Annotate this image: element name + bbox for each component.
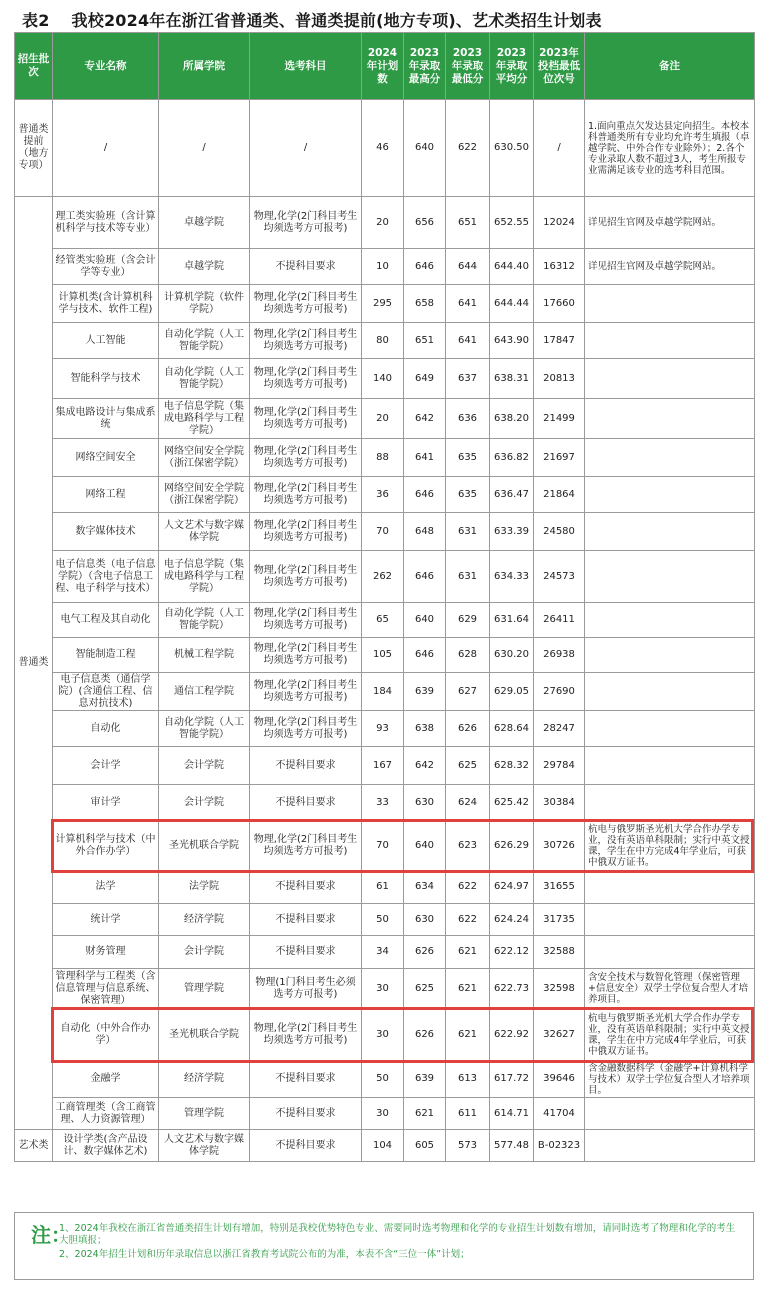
- plan-count-cell: 105: [362, 638, 404, 673]
- table-row: [15, 603, 755, 638]
- max-score-cell: 648: [404, 513, 446, 551]
- avg-score-cell: 638.20: [490, 399, 534, 439]
- college-cell: 管理学院: [159, 969, 250, 1009]
- major-cell: 理工类实验班（含计算机科学与技术等专业）: [53, 197, 159, 249]
- avg-score-cell: 643.90: [490, 323, 534, 359]
- plan-count-cell: 10: [362, 249, 404, 285]
- major-cell: 智能制造工程: [53, 638, 159, 673]
- college-cell: 人文艺术与数字媒体学院: [159, 513, 250, 551]
- major-cell: /: [53, 100, 159, 197]
- min-rank-cell: 21864: [534, 477, 585, 513]
- avg-score-cell: 636.47: [490, 477, 534, 513]
- plan-count-cell: 30: [362, 969, 404, 1009]
- plan-count-cell: 36: [362, 477, 404, 513]
- table-row: [15, 638, 755, 673]
- max-score-cell: 621: [404, 1098, 446, 1130]
- subject-cell: 物理,化学(2门科目考生均须选考方可报考): [250, 359, 362, 399]
- max-score-cell: 626: [404, 1009, 446, 1061]
- subject-cell: 不提科目要求: [250, 1061, 362, 1098]
- header-cell: 2023年录取平均分: [490, 33, 534, 100]
- min-score-cell: 611: [446, 1098, 490, 1130]
- max-score-cell: 649: [404, 359, 446, 399]
- note-cell: 杭电与俄罗斯圣光机大学合作办学专业，没有英语单科限制；实行中英文授课，学生在中方完成4年学业后，可获中俄双方证书。: [585, 821, 755, 871]
- min-rank-cell: 30384: [534, 785, 585, 821]
- subject-cell: 不提科目要求: [250, 904, 362, 936]
- avg-score-cell: 630.50: [490, 100, 534, 197]
- major-cell: 自动化: [53, 711, 159, 747]
- header-cell: 2024年计划数: [362, 33, 404, 100]
- note-cell: 1.面向重点欠发达县定向招生。本校本科普通类所有专业均允许考生填报（卓越学院、中外合作专业除外）；2.各个专业录取人数不超过3人，考生所报专业需满足该专业的选考科目范围。: [585, 100, 755, 197]
- max-score-cell: 651: [404, 323, 446, 359]
- table-row: [15, 100, 755, 197]
- college-cell: /: [159, 100, 250, 197]
- min-score-cell: 621: [446, 969, 490, 1009]
- table-row: [15, 197, 755, 249]
- enrollment-plan-table: [14, 32, 755, 1162]
- major-cell: 审计学: [53, 785, 159, 821]
- min-score-cell: 641: [446, 323, 490, 359]
- avg-score-cell: 630.20: [490, 638, 534, 673]
- major-cell: 网络空间安全: [53, 439, 159, 477]
- note-cell: [585, 936, 755, 969]
- header-cell: 所属学院: [159, 33, 250, 100]
- plan-count-cell: 50: [362, 904, 404, 936]
- major-cell: 电子信息类（电子信息学院）（含电子信息工程、电子科学与技术）: [53, 551, 159, 603]
- college-cell: 卓越学院: [159, 249, 250, 285]
- note-cell: [585, 1098, 755, 1130]
- max-score-cell: 658: [404, 285, 446, 323]
- note-cell: [585, 785, 755, 821]
- table-row: [15, 439, 755, 477]
- college-cell: 自动化学院（人工智能学院）: [159, 711, 250, 747]
- subject-cell: 物理,化学(2门科目考生均须选考方可报考): [250, 673, 362, 711]
- min-score-cell: 636: [446, 399, 490, 439]
- batch-cell: 普通类提前（地方专项）: [15, 100, 53, 197]
- avg-score-cell: 622.73: [490, 969, 534, 1009]
- table-row: [15, 249, 755, 285]
- college-cell: 计算机学院（软件学院）: [159, 285, 250, 323]
- college-cell: 卓越学院: [159, 197, 250, 249]
- avg-score-cell: 631.64: [490, 603, 534, 638]
- college-cell: 经济学院: [159, 904, 250, 936]
- note-cell: [585, 904, 755, 936]
- min-score-cell: 631: [446, 551, 490, 603]
- plan-count-cell: 20: [362, 197, 404, 249]
- subject-cell: 物理,化学(2门科目考生均须选考方可报考): [250, 399, 362, 439]
- table-title: [22, 8, 602, 31]
- note-cell: 详见招生官网及卓越学院网站。: [585, 249, 755, 285]
- min-score-cell: 621: [446, 1009, 490, 1061]
- min-rank-cell: 32627: [534, 1009, 585, 1061]
- min-score-cell: 625: [446, 747, 490, 785]
- note-cell: [585, 603, 755, 638]
- plan-count-cell: 184: [362, 673, 404, 711]
- note-cell: [585, 513, 755, 551]
- min-rank-cell: 31655: [534, 871, 585, 904]
- college-cell: 自动化学院（人工智能学院）: [159, 359, 250, 399]
- table-row: [15, 711, 755, 747]
- max-score-cell: 642: [404, 747, 446, 785]
- min-rank-cell: 21697: [534, 439, 585, 477]
- table-row: [15, 551, 755, 603]
- footer-notes: [14, 1212, 754, 1280]
- min-score-cell: 641: [446, 285, 490, 323]
- avg-score-cell: 628.32: [490, 747, 534, 785]
- college-cell: 电子信息学院（集成电路科学与工程学院）: [159, 399, 250, 439]
- note-cell: [585, 439, 755, 477]
- avg-score-cell: 638.31: [490, 359, 534, 399]
- table-title-text: 我校2024年在浙江省普通类、普通类提前(地方专项)、艺术类招生计划表: [71, 11, 602, 30]
- plan-count-cell: 70: [362, 821, 404, 871]
- max-score-cell: 646: [404, 551, 446, 603]
- plan-count-cell: 167: [362, 747, 404, 785]
- max-score-cell: 642: [404, 399, 446, 439]
- min-score-cell: 635: [446, 439, 490, 477]
- batch-cell: 普通类: [15, 197, 53, 1130]
- min-rank-cell: 24580: [534, 513, 585, 551]
- avg-score-cell: 629.05: [490, 673, 534, 711]
- plan-count-cell: 46: [362, 100, 404, 197]
- note-cell: 杭电与俄罗斯圣光机大学合作办学专业，没有英语单科限制；实行中英文授课，学生在中方完成4年学业后，可获中俄双方证书。: [585, 1009, 755, 1061]
- major-cell: 会计学: [53, 747, 159, 785]
- min-rank-cell: 24573: [534, 551, 585, 603]
- min-score-cell: 631: [446, 513, 490, 551]
- note-cell: 详见招生官网及卓越学院网站。: [585, 197, 755, 249]
- major-cell: 智能科学与技术: [53, 359, 159, 399]
- subject-cell: 物理,化学(2门科目考生均须选考方可报考): [250, 323, 362, 359]
- table-row: [15, 399, 755, 439]
- max-score-cell: 630: [404, 904, 446, 936]
- subject-cell: 物理,化学(2门科目考生均须选考方可报考): [250, 197, 362, 249]
- min-rank-cell: 32598: [534, 969, 585, 1009]
- college-cell: 网络空间安全学院（浙江保密学院）: [159, 439, 250, 477]
- note-cell: [585, 323, 755, 359]
- min-score-cell: 628: [446, 638, 490, 673]
- college-cell: 自动化学院（人工智能学院）: [159, 323, 250, 359]
- table-row: [15, 477, 755, 513]
- table-row: [15, 285, 755, 323]
- header-cell: 2023年录取最低分: [446, 33, 490, 100]
- avg-score-cell: 624.24: [490, 904, 534, 936]
- college-cell: 自动化学院（人工智能学院）: [159, 603, 250, 638]
- plan-count-cell: 140: [362, 359, 404, 399]
- subject-cell: 不提科目要求: [250, 871, 362, 904]
- table-row: [15, 673, 755, 711]
- table-row: [15, 359, 755, 399]
- note-cell: [585, 747, 755, 785]
- batch-cell: 艺术类: [15, 1130, 53, 1162]
- table-row: [15, 1009, 755, 1061]
- min-score-cell: 621: [446, 936, 490, 969]
- plan-count-cell: 30: [362, 1098, 404, 1130]
- min-score-cell: 622: [446, 871, 490, 904]
- college-cell: 机械工程学院: [159, 638, 250, 673]
- table-row: [15, 821, 755, 871]
- max-score-cell: 638: [404, 711, 446, 747]
- min-rank-cell: /: [534, 100, 585, 197]
- subject-cell: 不提科目要求: [250, 785, 362, 821]
- college-cell: 法学院: [159, 871, 250, 904]
- min-score-cell: 613: [446, 1061, 490, 1098]
- min-rank-cell: 17660: [534, 285, 585, 323]
- plan-count-cell: 93: [362, 711, 404, 747]
- min-score-cell: 627: [446, 673, 490, 711]
- min-rank-cell: 32588: [534, 936, 585, 969]
- max-score-cell: 646: [404, 477, 446, 513]
- major-cell: 管理科学与工程类（含信息管理与信息系统、保密管理）: [53, 969, 159, 1009]
- table-row: [15, 1098, 755, 1130]
- subject-cell: 不提科目要求: [250, 936, 362, 969]
- max-score-cell: 641: [404, 439, 446, 477]
- major-cell: 电子信息类（通信学院）(含通信工程、信息对抗技术): [53, 673, 159, 711]
- avg-score-cell: 577.48: [490, 1130, 534, 1162]
- subject-cell: 物理,化学(2门科目考生均须选考方可报考): [250, 285, 362, 323]
- min-score-cell: 635: [446, 477, 490, 513]
- min-rank-cell: 26938: [534, 638, 585, 673]
- table-row: [15, 513, 755, 551]
- major-cell: 网络工程: [53, 477, 159, 513]
- plan-count-cell: 70: [362, 513, 404, 551]
- table-number: 表2: [22, 11, 50, 30]
- avg-score-cell: 633.39: [490, 513, 534, 551]
- avg-score-cell: 644.40: [490, 249, 534, 285]
- max-score-cell: 626: [404, 936, 446, 969]
- min-score-cell: 573: [446, 1130, 490, 1162]
- note-cell: [585, 871, 755, 904]
- subject-cell: 物理,化学(2门科目考生均须选考方可报考): [250, 551, 362, 603]
- major-cell: 计算机科学与技术（中外合作办学）: [53, 821, 159, 871]
- min-rank-cell: 20813: [534, 359, 585, 399]
- min-rank-cell: 16312: [534, 249, 585, 285]
- max-score-cell: 605: [404, 1130, 446, 1162]
- footer-note-1: 1、2024年我校在浙江省普通类招生计划有增加，特别是我校优势特色专业、需要同时选考物理和化学的专业招生计划数有增加，请同时选考了物理和化学的考生大胆填报；: [59, 1223, 736, 1246]
- table-row: [15, 969, 755, 1009]
- note-cell: 含安全技术与数智化管理（保密管理+信息安全）双学士学位复合型人才培养项目。: [585, 969, 755, 1009]
- min-rank-cell: 30726: [534, 821, 585, 871]
- note-cell: [585, 711, 755, 747]
- footer-note-2: 2、2024年招生计划和历年录取信息以浙江省教育考试院公布的为准，本表不含“三位一体”计划；: [59, 1249, 470, 1260]
- avg-score-cell: 617.72: [490, 1061, 534, 1098]
- table-row: [15, 785, 755, 821]
- max-score-cell: 634: [404, 871, 446, 904]
- college-cell: 会计学院: [159, 785, 250, 821]
- subject-cell: 物理,化学(2门科目考生均须选考方可报考): [250, 711, 362, 747]
- table-row: [15, 323, 755, 359]
- major-cell: 人工智能: [53, 323, 159, 359]
- min-score-cell: 623: [446, 821, 490, 871]
- note-cell: [585, 285, 755, 323]
- major-cell: 统计学: [53, 904, 159, 936]
- major-cell: 集成电路设计与集成系统: [53, 399, 159, 439]
- min-rank-cell: 27690: [534, 673, 585, 711]
- note-cell: 含金融数据科学（金融学+计算机科学与技术）双学士学位复合型人才培养项目。: [585, 1061, 755, 1098]
- plan-count-cell: 61: [362, 871, 404, 904]
- max-score-cell: 656: [404, 197, 446, 249]
- plan-count-cell: 295: [362, 285, 404, 323]
- min-rank-cell: 31735: [534, 904, 585, 936]
- table-row: [15, 1061, 755, 1098]
- min-rank-cell: 41704: [534, 1098, 585, 1130]
- note-cell: [585, 359, 755, 399]
- plan-count-cell: 104: [362, 1130, 404, 1162]
- subject-cell: /: [250, 100, 362, 197]
- header-cell: 2023年录取最高分: [404, 33, 446, 100]
- college-cell: 人文艺术与数字媒体学院: [159, 1130, 250, 1162]
- avg-score-cell: 624.97: [490, 871, 534, 904]
- subject-cell: 不提科目要求: [250, 249, 362, 285]
- college-cell: 圣光机联合学院: [159, 1009, 250, 1061]
- max-score-cell: 640: [404, 100, 446, 197]
- college-cell: 经济学院: [159, 1061, 250, 1098]
- max-score-cell: 625: [404, 969, 446, 1009]
- table-row: [15, 747, 755, 785]
- subject-cell: 物理(1门科目考生必须选考方可报考): [250, 969, 362, 1009]
- min-score-cell: 637: [446, 359, 490, 399]
- major-cell: 设计学类(含产品设计、数字媒体艺术): [53, 1130, 159, 1162]
- min-rank-cell: 17847: [534, 323, 585, 359]
- table-row: [15, 1130, 755, 1162]
- college-cell: 通信工程学院: [159, 673, 250, 711]
- header-cell: 2023年投档最低位次号: [534, 33, 585, 100]
- min-score-cell: 622: [446, 100, 490, 197]
- plan-count-cell: 80: [362, 323, 404, 359]
- major-cell: 经管类实验班（含会计学等专业）: [53, 249, 159, 285]
- min-rank-cell: 28247: [534, 711, 585, 747]
- avg-score-cell: 644.44: [490, 285, 534, 323]
- subject-cell: 不提科目要求: [250, 1098, 362, 1130]
- min-rank-cell: 39646: [534, 1061, 585, 1098]
- plan-count-cell: 262: [362, 551, 404, 603]
- subject-cell: 物理,化学(2门科目考生均须选考方可报考): [250, 603, 362, 638]
- subject-cell: 不提科目要求: [250, 747, 362, 785]
- plan-count-cell: 33: [362, 785, 404, 821]
- college-cell: 管理学院: [159, 1098, 250, 1130]
- table-row: [15, 871, 755, 904]
- major-cell: 自动化（中外合作办学）: [53, 1009, 159, 1061]
- plan-count-cell: 65: [362, 603, 404, 638]
- major-cell: 数字媒体技术: [53, 513, 159, 551]
- note-cell: [585, 477, 755, 513]
- subject-cell: 物理,化学(2门科目考生均须选考方可报考): [250, 821, 362, 871]
- note-cell: [585, 399, 755, 439]
- avg-score-cell: 652.55: [490, 197, 534, 249]
- min-score-cell: 624: [446, 785, 490, 821]
- college-cell: 会计学院: [159, 747, 250, 785]
- max-score-cell: 639: [404, 673, 446, 711]
- header-cell: 招生批次: [15, 33, 53, 100]
- avg-score-cell: 634.33: [490, 551, 534, 603]
- header-cell: 选考科目: [250, 33, 362, 100]
- subject-cell: 物理,化学(2门科目考生均须选考方可报考): [250, 477, 362, 513]
- max-score-cell: 639: [404, 1061, 446, 1098]
- avg-score-cell: 622.92: [490, 1009, 534, 1061]
- min-score-cell: 626: [446, 711, 490, 747]
- max-score-cell: 646: [404, 638, 446, 673]
- min-score-cell: 629: [446, 603, 490, 638]
- college-cell: 电子信息学院（集成电路科学与工程学院）: [159, 551, 250, 603]
- max-score-cell: 640: [404, 821, 446, 871]
- plan-count-cell: 88: [362, 439, 404, 477]
- college-cell: 圣光机联合学院: [159, 821, 250, 871]
- avg-score-cell: 614.71: [490, 1098, 534, 1130]
- note-cell: [585, 1130, 755, 1162]
- min-score-cell: 644: [446, 249, 490, 285]
- avg-score-cell: 628.64: [490, 711, 534, 747]
- note-cell: [585, 673, 755, 711]
- table-row: [15, 936, 755, 969]
- max-score-cell: 640: [404, 603, 446, 638]
- subject-cell: 不提科目要求: [250, 1130, 362, 1162]
- major-cell: 财务管理: [53, 936, 159, 969]
- min-rank-cell: 29784: [534, 747, 585, 785]
- footer-label: 注：: [31, 1223, 71, 1247]
- min-rank-cell: B-02323: [534, 1130, 585, 1162]
- avg-score-cell: 626.29: [490, 821, 534, 871]
- min-rank-cell: 12024: [534, 197, 585, 249]
- min-score-cell: 622: [446, 904, 490, 936]
- avg-score-cell: 622.12: [490, 936, 534, 969]
- subject-cell: 物理,化学(2门科目考生均须选考方可报考): [250, 1009, 362, 1061]
- plan-count-cell: 50: [362, 1061, 404, 1098]
- major-cell: 法学: [53, 871, 159, 904]
- plan-count-cell: 20: [362, 399, 404, 439]
- avg-score-cell: 636.82: [490, 439, 534, 477]
- header-row: [15, 33, 755, 100]
- college-cell: 网络空间安全学院（浙江保密学院）: [159, 477, 250, 513]
- plan-count-cell: 30: [362, 1009, 404, 1061]
- subject-cell: 物理,化学(2门科目考生均须选考方可报考): [250, 439, 362, 477]
- avg-score-cell: 625.42: [490, 785, 534, 821]
- max-score-cell: 630: [404, 785, 446, 821]
- subject-cell: 物理,化学(2门科目考生均须选考方可报考): [250, 513, 362, 551]
- note-cell: [585, 638, 755, 673]
- min-rank-cell: 26411: [534, 603, 585, 638]
- min-score-cell: 651: [446, 197, 490, 249]
- note-cell: [585, 551, 755, 603]
- major-cell: 工商管理类（含工商管理、人力资源管理）: [53, 1098, 159, 1130]
- subject-cell: 物理,化学(2门科目考生均须选考方可报考): [250, 638, 362, 673]
- header-cell: 专业名称: [53, 33, 159, 100]
- table-row: [15, 904, 755, 936]
- plan-count-cell: 34: [362, 936, 404, 969]
- major-cell: 计算机类(含计算机科学与技术、软件工程): [53, 285, 159, 323]
- major-cell: 电气工程及其自动化: [53, 603, 159, 638]
- min-rank-cell: 21499: [534, 399, 585, 439]
- max-score-cell: 646: [404, 249, 446, 285]
- header-cell: 备注: [585, 33, 755, 100]
- major-cell: 金融学: [53, 1061, 159, 1098]
- college-cell: 会计学院: [159, 936, 250, 969]
